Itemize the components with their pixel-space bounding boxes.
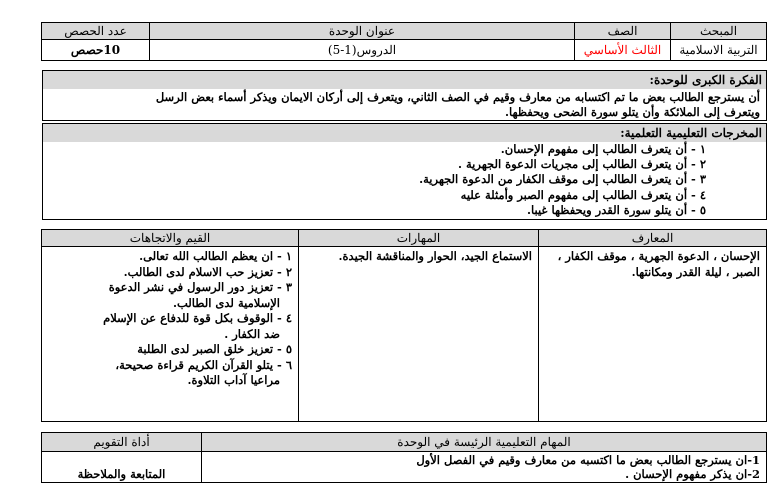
values-cell [42, 247, 299, 422]
big-idea-line: ويتعرف إلى الملائكة وأن يتلو سورة الضحى ويحفظها. [505, 104, 760, 119]
outcome-item: ٤ - أن يتعرف الطالب إلى مفهوم الصبر وأمثلة عليه [460, 187, 706, 202]
big-idea-text [43, 89, 766, 120]
value-item: مراعيا آداب التلاوة. [187, 373, 280, 388]
outcome-item: ٣ - أن يتعرف الطالب إلى موقف الكفار من الدعوة الجهرية. [419, 172, 706, 187]
value-item: ٣ - تعزيز دور الرسول في نشر الدعوة [108, 280, 292, 295]
main-tasks-table [41, 432, 767, 483]
big-idea-title: الفكرة الكبرى للوحدة: [43, 71, 766, 89]
value-item: ٦ - يتلو القرآن الكريم قراءة صحيحة، [115, 357, 292, 372]
skills-header: المهارات [299, 230, 539, 247]
skills-cell: الاستماع الجيد، الحوار والمناقشة الجيدة. [299, 247, 539, 422]
big-idea-section [42, 70, 767, 121]
unit-plan-sheet [42, 22, 767, 483]
evaluation-tool-cell: المتابعة والملاحظة [42, 452, 202, 483]
task-item: 2-ان يذكر مفهوم الإحسان . [625, 467, 760, 482]
periods-label: عدد الحصص [42, 23, 150, 40]
outcomes-list [43, 142, 766, 219]
values-header: القيم والاتجاهات [42, 230, 299, 247]
evaluation-tool-header: أداة التقويم [42, 433, 202, 452]
unit-title-label: عنوان الوحدة [150, 23, 575, 40]
outcomes-title: المخرجات التعليمية التعلمية: [43, 124, 766, 142]
big-idea-line: أن يسترجع الطالب بعض ما تم اكتسابه من معارف وقيم في الصف الثاني، ويتعرف إلى أركان الايمان ويذكر أسماء بعض الرسل [155, 90, 760, 104]
grade-label: الصف [575, 23, 671, 40]
grade-value: الثالث الأساسي [575, 40, 671, 61]
subject-label: المبحث [671, 23, 767, 40]
value-item: ١ - ان يعظم الطالب الله تعالى. [139, 249, 292, 264]
value-item: الإسلامية لدى الطالب. [172, 295, 280, 310]
main-tasks-header: المهام التعليمية الرئيسة في الوحدة [202, 433, 767, 452]
value-item: ضد الكفار . [224, 326, 280, 341]
value-item: ٥ - تعزيز خلق الصبر لدى الطلبة [137, 342, 292, 357]
main-tasks-cell [202, 452, 767, 483]
task-item: 1-ان يسترجع الطالب بعض ما اكتسبه من معارف وقيم في الفصل الأول [416, 453, 760, 468]
knowledge-header: المعارف [539, 230, 767, 247]
lessons-value: الدروس(1-5) [150, 40, 575, 61]
value-item: ٢ - تعزيز حب الاسلام لدى الطالب. [123, 264, 292, 279]
value-item: ٤ - الوقوف بكل قوة للدفاع عن الإسلام [103, 311, 292, 326]
knowledge-cell: الإحسان ، الدعوة الجهرية ، موقف الكفار ، الصبر ، ليلة القدر ومكانتها. [539, 247, 767, 422]
outcome-item: ١ - أن يتعرف الطالب إلى مفهوم الإحسان. [500, 142, 706, 156]
outcomes-section [42, 123, 767, 220]
unit-header-table [41, 22, 767, 61]
subject-value: التربية الاسلامية [671, 40, 767, 61]
knowledge-skills-values-table [41, 229, 767, 422]
outcome-item: ٥ - أن يتلو سورة القدر ويحفظها غيبا. [526, 202, 706, 217]
periods-value: 10حصص [42, 40, 150, 61]
outcome-item: ٢ - أن يتعرف الطالب إلى مجريات الدعوة الجهرية . [458, 157, 706, 172]
